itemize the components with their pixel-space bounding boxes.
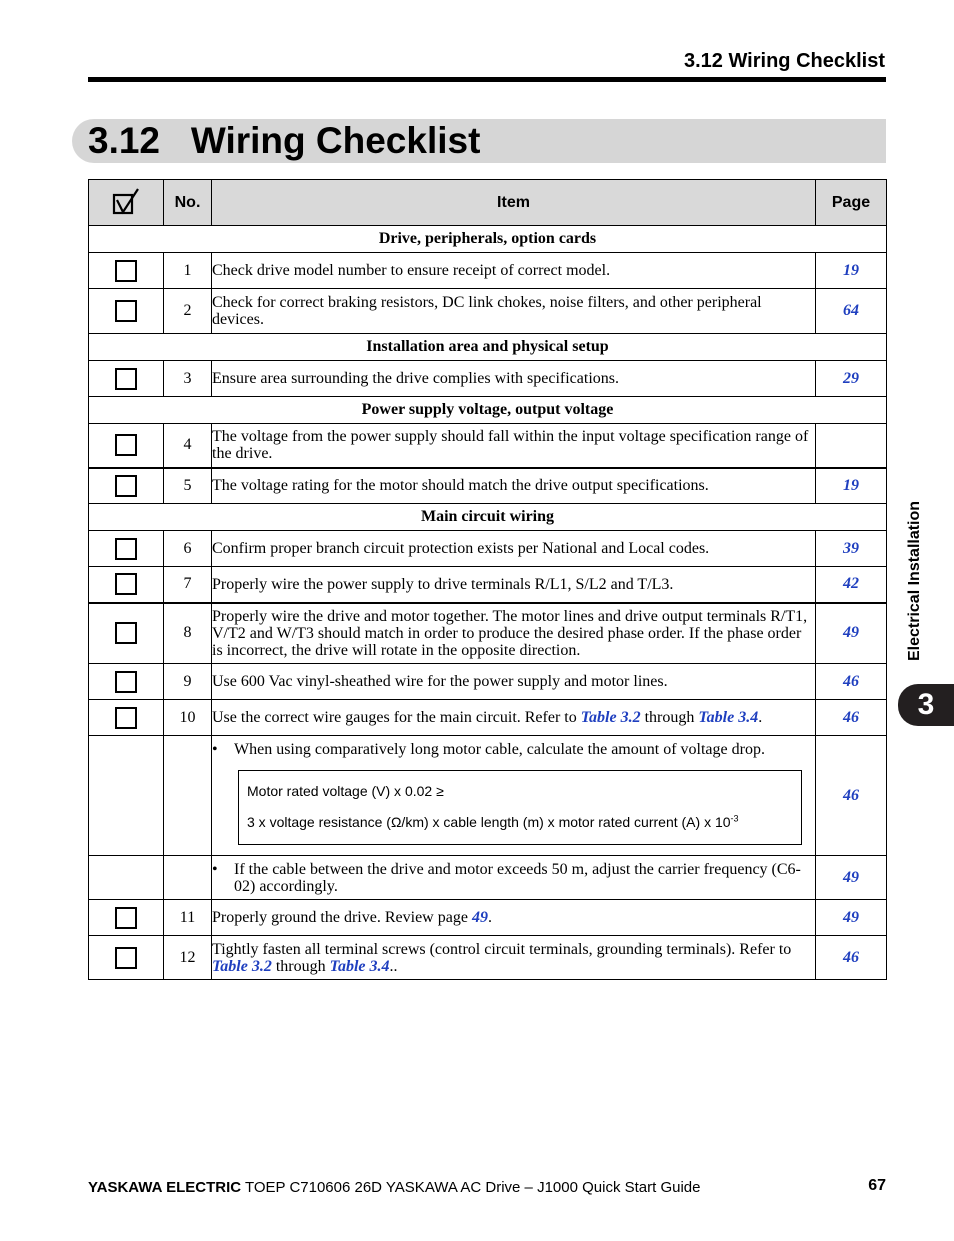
page-link[interactable]: 46 [816,700,887,736]
checkbox[interactable] [115,475,137,497]
item-text: Use the correct wire gauges for the main circuit. Refer to Table 3.2 through Table 3.4. [212,700,816,736]
table-row [89,361,887,397]
table-reference-link[interactable]: Table 3.2 [212,957,272,975]
table-row [89,567,887,603]
item-number: 7 [164,567,212,603]
item-text: Properly ground the drive. Review page 49. [212,900,816,936]
footer-brand: YASKAWA ELECTRIC [88,1179,242,1196]
table-row [89,289,887,334]
table-row [89,900,887,936]
group-row [89,226,887,253]
table-row [89,936,887,980]
table-row [89,700,887,736]
page-reference-link[interactable]: 49 [471,909,488,926]
item-number: 5 [164,468,212,504]
no-column-header: No. [164,180,212,226]
group-heading-main-circuit: Main circuit wiring [89,504,887,531]
table-row [89,468,887,504]
table-row [89,531,887,567]
checkbox[interactable] [115,368,137,390]
checkbox[interactable] [115,622,137,644]
item-number: 9 [164,664,212,700]
checkbox[interactable] [115,538,137,560]
section-title: 3.12 Wiring Checklist [88,120,481,161]
page-link[interactable]: 64 [816,289,887,334]
checkbox[interactable] [115,947,137,969]
page-column-header: Page [816,180,887,226]
page-link[interactable]: 19 [816,253,887,289]
voltage-drop-formula: Motor rated voltage (V) x 0.02 ≥ 3 x voltage resistance (Ω/km) x cable length (m) x motor rated current (A) x $10^{-3}$ [238,770,802,845]
table-row [89,603,887,664]
item-number: 1 [164,253,212,289]
page-link[interactable]: 46 [816,736,887,856]
item-text: Ensure area surrounding the drive complies with specifications. [212,361,816,397]
item-number: 3 [164,361,212,397]
page-link[interactable]: 42 [816,567,887,603]
checkbox[interactable] [115,671,137,693]
item-text: Use 600 Vac vinyl-sheathed wire for the power supply and motor lines. [212,664,816,700]
group-heading-installation: Installation area and physical setup [89,334,887,361]
sidebar-chapter-label: Electrical Installation [906,500,923,661]
group-row [89,334,887,361]
table-row [89,424,887,468]
table-reference-link[interactable]: Table 3.4 [329,957,390,975]
item-text: Check for correct braking resistors, DC link chokes, noise filters, and other peripheral devices. [212,289,816,334]
item-number: 2 [164,289,212,334]
running-header-title: 3.12 Wiring Checklist [684,50,885,72]
page-link[interactable]: 29 [816,361,887,397]
table-row [89,736,887,856]
checkbox[interactable] [115,300,137,322]
item-number: 6 [164,531,212,567]
header-rule [88,77,886,82]
page-link[interactable]: 49 [816,856,887,900]
table-row [89,664,887,700]
item-number: 4 [164,424,212,468]
item-text: The voltage from the power supply should fall within the input voltage specification range of the drive. [212,424,816,468]
item-number: 12 [164,936,212,980]
item-number: 11 [164,900,212,936]
group-row [89,504,887,531]
table-reference-link[interactable]: Table 3.4 [698,709,759,726]
item-text: Check drive model number to ensure receipt of correct model. [212,253,816,289]
page-link[interactable]: 19 [816,468,887,504]
item-text: The voltage rating for the motor should match the drive output specifications. [212,468,816,504]
table-row [89,253,887,289]
page-number: 67 [868,1177,886,1194]
table-row [89,856,887,900]
item-text: • When using comparatively long motor cable, calculate the amount of voltage drop. Motor rated voltage (V) x 0.02 ≥ 3 x voltage resistance (Ω/km) x cable length (m) x motor rated current (A) x $10^{-3}$ [212,736,816,856]
checkbox-checked-icon [111,187,141,219]
item-text: Properly wire the drive and motor together. The motor lines and drive output terminals R/T1, V/T2 and W/T3 should match in order to produce the desired phase order. If the phase order is incorrect, the drive will rotate in the opposite direction. [212,603,816,664]
item-text: Confirm proper branch circuit protection exists per National and Local codes. [212,531,816,567]
item-column-header: Item [212,180,816,226]
item-number: 8 [164,603,212,664]
page-link[interactable]: 39 [816,531,887,567]
bullet: • [212,741,218,758]
page-link[interactable]: 46 [816,664,887,700]
checkbox[interactable] [115,434,137,456]
checkbox[interactable] [115,260,137,282]
footer-doc-title: TOEP C710606 26D YASKAWA AC Drive – J1000 Quick Start Guide [241,1179,701,1196]
bullet: • [212,860,218,878]
item-text: Properly wire the power supply to drive terminals R/L1, S/L2 and T/L3. [212,567,816,603]
page-link[interactable]: 49 [816,900,887,936]
group-row [89,397,887,424]
chapter-tab: 3 [898,684,954,726]
item-text: • If the cable between the drive and motor exceeds 50 m, adjust the carrier frequency (C6-02) accordingly. [212,856,816,900]
page-link[interactable] [816,424,887,468]
group-heading-power-supply: Power supply voltage, output voltage [89,397,887,424]
page-link[interactable]: 49 [816,603,887,664]
table-reference-link[interactable]: Table 3.2 [580,709,641,726]
footer-document-info [88,1179,700,1196]
checkbox[interactable] [115,573,137,595]
item-text: Tightly fasten all terminal screws (control circuit terminals, grounding terminals). Refer to Table 3.2 through Table 3.4.. [212,936,816,980]
item-number: 10 [164,700,212,736]
table-header-row [89,180,887,226]
group-heading-drive: Drive, peripherals, option cards [89,226,887,253]
wiring-checklist-table [88,179,887,980]
check-column-header [89,180,164,226]
page-link[interactable]: 46 [816,936,887,980]
checkbox[interactable] [115,907,137,929]
checkbox[interactable] [115,707,137,729]
